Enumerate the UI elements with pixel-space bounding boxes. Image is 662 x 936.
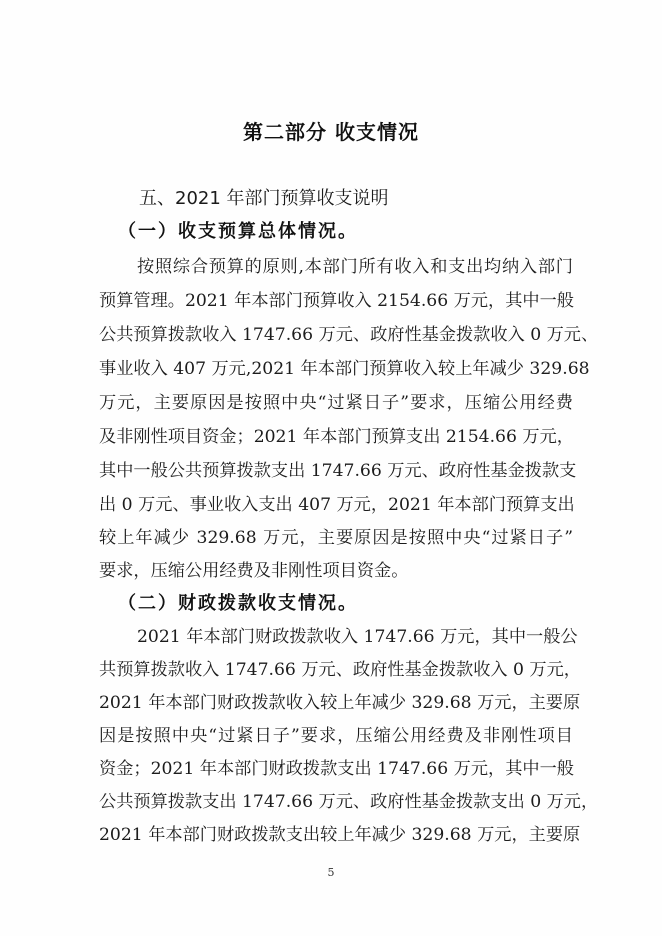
- paragraph-line: 万元，主要原因是按照中央“过紧日子”要求，压缩公用经费: [99, 393, 573, 413]
- paragraph-line: 按照综合预算的原则,本部门所有收入和支出均纳入部门: [137, 257, 573, 277]
- paragraph-line: 要求，压缩公用经费及非刚性项目资金。: [99, 561, 409, 581]
- paragraph-line: 公共预算拨款收入 1747.66 万元、政府性基金拨款收入 0 万元、: [99, 325, 599, 345]
- paragraph-line: 较上年减少 329.68 万元，主要原因是按照中央“过紧日子”: [99, 528, 573, 548]
- paragraph-line: 2021 年本部门财政拨款收入较上年减少 329.68 万元，主要原: [99, 693, 581, 713]
- page-number: 5: [327, 866, 335, 879]
- paragraph-line: 共预算拨款收入 1747.66 万元、政府性基金拨款收入 0 万元，: [99, 660, 581, 680]
- paragraph-line: 预算管理。2021 年本部门预算收入 2154.66 万元，其中一般: [99, 291, 574, 311]
- paragraph-line: 事业收入 407 万元,2021 年本部门预算收入较上年减少 329.68: [99, 359, 590, 379]
- paragraph-line: 其中一般公共预算拨款支出 1747.66 万元、政府性基金拨款支: [99, 461, 577, 481]
- section-heading: 五、2021 年部门预算收支说明: [139, 188, 389, 209]
- subsection-heading-2: （二）财政拨款收支情况。: [118, 593, 358, 614]
- paragraph-line: 出 0 万元、事业收入支出 407 万元，2021 年本部门预算支出: [99, 495, 575, 515]
- paragraph-line: 资金；2021 年本部门财政拨款支出 1747.66 万元，其中一般: [99, 759, 574, 779]
- subsection-heading-1: （一）收支预算总体情况。: [118, 221, 358, 242]
- paragraph-line: 2021 年本部门财政拨款支出较上年减少 329.68 万元，主要原: [99, 825, 581, 845]
- part-title: 第二部分 收支情况: [243, 120, 419, 144]
- paragraph-line: 及非刚性项目资金；2021 年本部门预算支出 2154.66 万元，: [99, 427, 574, 447]
- paragraph-line: 因是按照中央“过紧日子”要求，压缩公用经费及非刚性项目: [99, 726, 573, 746]
- paragraph-line: 2021 年本部门财政拨款收入 1747.66 万元，其中一般公: [137, 627, 578, 647]
- paragraph-line: 公共预算拨款支出 1747.66 万元、政府性基金拨款支出 0 万元，: [99, 792, 599, 812]
